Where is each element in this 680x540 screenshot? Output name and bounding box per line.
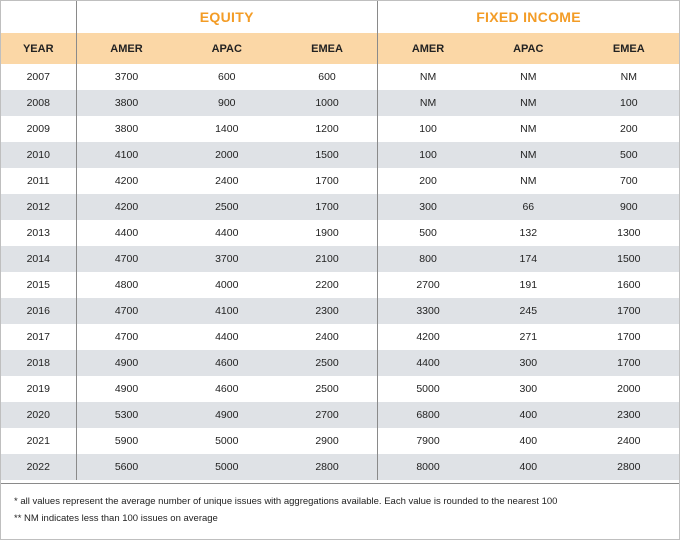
- fi-apac-header: APAC: [478, 33, 579, 64]
- equity-emea-cell: 2700: [277, 402, 378, 428]
- equity-apac-cell: 4600: [177, 350, 278, 376]
- year-cell: 2016: [1, 298, 76, 324]
- fi-apac-cell: 66: [478, 194, 579, 220]
- fixed-income-group-label: FIXED INCOME: [378, 1, 680, 33]
- equity-amer-cell: 3700: [76, 64, 177, 90]
- table-row: [1, 116, 679, 142]
- table-row: [1, 298, 679, 324]
- equity-emea-cell: 2500: [277, 350, 378, 376]
- fi-amer-cell: 500: [378, 220, 479, 246]
- year-header: YEAR: [1, 33, 76, 64]
- fi-emea-cell: 1500: [579, 246, 680, 272]
- year-cell: 2009: [26, 123, 50, 135]
- fi-amer-cell: 2700: [378, 272, 479, 298]
- equity-apac-cell: 3700: [177, 246, 278, 272]
- equity-emea-cell: 1000: [277, 90, 378, 116]
- fi-apac-cell: NM: [478, 90, 579, 116]
- table-row: [1, 142, 679, 168]
- equity-apac-cell: 2000: [177, 142, 278, 168]
- fi-apac-cell: 245: [478, 298, 579, 324]
- fi-emea-cell: 2400: [617, 435, 641, 447]
- year-cell: 2011: [26, 175, 50, 187]
- equity-apac-cell: 5000: [177, 454, 278, 480]
- fi-emea-cell: 1300: [617, 227, 641, 239]
- fi-amer-cell: 800: [378, 246, 479, 272]
- equity-emea-cell: 2500: [315, 383, 339, 395]
- fi-apac-cell: 174: [478, 246, 579, 272]
- year-cell: 2015: [26, 279, 50, 291]
- fi-apac-cell: NM: [520, 175, 537, 187]
- table-row: [1, 246, 679, 272]
- equity-amer-cell: 4900: [76, 350, 177, 376]
- equity-emea-cell: 1700: [277, 194, 378, 220]
- table-row: [1, 454, 679, 480]
- equity-apac-cell: 4100: [177, 298, 278, 324]
- equity-apac-cell: 4000: [215, 279, 239, 291]
- table-row: [1, 168, 679, 194]
- equity-apac-cell: 900: [177, 90, 278, 116]
- footnotes: [14, 493, 557, 527]
- fi-apac-cell: 400: [478, 402, 579, 428]
- fi-amer-cell: 7900: [378, 428, 479, 454]
- equity-apac-cell: 600: [217, 71, 236, 83]
- fi-emea-cell: 2000: [617, 383, 641, 395]
- equity-amer-cell: 3800: [76, 90, 177, 116]
- table-row: [1, 402, 679, 428]
- equity-amer-cell: 5300: [76, 402, 177, 428]
- equity-emea-cell: 2100: [277, 246, 378, 272]
- equity-amer-cell: 3800: [76, 116, 177, 142]
- fi-amer-cell: NM: [378, 64, 479, 90]
- fi-apac-cell: 132: [519, 227, 538, 239]
- fi-emea-cell: 1700: [579, 298, 680, 324]
- fi-emea-cell: NM: [620, 71, 637, 83]
- fi-apac-cell: 400: [478, 454, 579, 480]
- equity-emea-cell: 1700: [315, 175, 339, 187]
- table-row: [1, 428, 679, 454]
- equity-amer-cell: 4900: [76, 376, 177, 402]
- group-header-row: [1, 1, 679, 33]
- fi-apac-cell: 300: [519, 383, 538, 395]
- fi-emea-cell: 500: [579, 142, 680, 168]
- equity-amer-header: AMER: [76, 33, 177, 64]
- fi-apac-cell: NM: [478, 142, 579, 168]
- fi-apac-cell: NM: [520, 123, 537, 135]
- year-cell: 2019: [26, 383, 50, 395]
- equity-apac-cell: 5000: [215, 435, 239, 447]
- year-cell: 2021: [26, 435, 50, 447]
- fi-apac-cell: 271: [519, 331, 538, 343]
- table-row: [1, 376, 679, 402]
- fi-emea-header: EMEA: [579, 33, 680, 64]
- equity-amer-cell: 4200: [76, 168, 177, 194]
- fi-apac-cell: NM: [520, 71, 537, 83]
- fi-emea-cell: 1600: [617, 279, 641, 291]
- year-cell: 2020: [1, 402, 76, 428]
- equity-amer-cell: 4700: [76, 246, 177, 272]
- equity-amer-cell: 4700: [76, 324, 177, 350]
- year-cell: 2012: [1, 194, 76, 220]
- equity-emea-cell: 1500: [277, 142, 378, 168]
- fi-amer-header: AMER: [378, 33, 479, 64]
- fi-apac-cell: 400: [519, 435, 538, 447]
- fi-emea-cell: 2800: [579, 454, 680, 480]
- equity-group-label: EQUITY: [76, 1, 378, 33]
- fi-amer-cell: 8000: [378, 454, 479, 480]
- fi-amer-cell: 100: [378, 142, 479, 168]
- fi-amer-cell: 100: [378, 116, 479, 142]
- year-cell: 2010: [1, 142, 76, 168]
- table-row: [1, 324, 679, 350]
- table-row: [1, 220, 679, 246]
- fi-amer-cell: 200: [378, 168, 479, 194]
- table-row: [1, 350, 679, 376]
- equity-apac-cell: 1400: [215, 123, 239, 135]
- equity-amer-cell: 5600: [76, 454, 177, 480]
- corner-cell: [1, 1, 76, 33]
- equity-emea-cell: 2300: [277, 298, 378, 324]
- equity-amer-cell: 4100: [76, 142, 177, 168]
- fi-amer-cell: NM: [378, 90, 479, 116]
- equity-amer-cell: 4400: [76, 220, 177, 246]
- equity-emea-cell: 2900: [315, 435, 339, 447]
- fi-emea-cell: 1700: [579, 350, 680, 376]
- table-row: [1, 90, 679, 116]
- year-cell: 2013: [26, 227, 50, 239]
- equity-apac-cell: 4400: [215, 227, 239, 239]
- fi-apac-cell: 300: [478, 350, 579, 376]
- equity-apac-cell: 2500: [177, 194, 278, 220]
- footnote-nm: ** NM indicates less than 100 issues on average: [14, 513, 218, 524]
- equity-apac-cell: 4600: [215, 383, 239, 395]
- equity-emea-cell: 1200: [315, 123, 339, 135]
- column-header-row: [1, 33, 679, 64]
- table-row: [1, 194, 679, 220]
- table-row: [1, 272, 679, 298]
- equity-amer-cell: 4700: [76, 298, 177, 324]
- fi-apac-cell: 191: [519, 279, 538, 291]
- year-cell: 2022: [1, 454, 76, 480]
- fi-amer-cell: 4200: [378, 324, 479, 350]
- footnote-aggregation: * all values represent the average number of unique issues with aggregations available. Each value is rounded to the nearest 100: [14, 496, 558, 507]
- year-cell: 2008: [1, 90, 76, 116]
- equity-apac-cell: 2400: [215, 175, 239, 187]
- equity-emea-cell: 1900: [315, 227, 339, 239]
- fi-emea-cell: 1700: [617, 331, 641, 343]
- year-cell: 2017: [26, 331, 50, 343]
- equity-amer-cell: 4200: [76, 194, 177, 220]
- fi-amer-cell: 5000: [378, 376, 479, 402]
- fi-emea-cell: 900: [579, 194, 680, 220]
- year-cell: 2007: [26, 71, 50, 83]
- equity-apac-header: APAC: [177, 33, 278, 64]
- equity-emea-header: EMEA: [277, 33, 378, 64]
- equity-emea-cell: 600: [318, 71, 336, 83]
- fi-emea-cell: 700: [620, 175, 638, 187]
- fi-emea-cell: 200: [620, 123, 638, 135]
- equity-amer-cell: 5900: [76, 428, 177, 454]
- year-cell: 2018: [1, 350, 76, 376]
- fi-amer-cell: 4400: [378, 350, 479, 376]
- equity-emea-cell: 2400: [315, 331, 339, 343]
- equity-emea-cell: 2800: [277, 454, 378, 480]
- equity-amer-cell: 4800: [76, 272, 177, 298]
- issues-table: [1, 1, 679, 480]
- equity-emea-cell: 2200: [315, 279, 339, 291]
- fi-emea-cell: 100: [579, 90, 680, 116]
- equity-apac-cell: 4400: [215, 331, 239, 343]
- fi-emea-cell: 2300: [579, 402, 680, 428]
- fi-amer-cell: 6800: [378, 402, 479, 428]
- table-bottom-rule: [1, 483, 679, 484]
- fi-amer-cell: 300: [378, 194, 479, 220]
- fi-amer-cell: 3300: [378, 298, 479, 324]
- year-cell: 2014: [1, 246, 76, 272]
- equity-apac-cell: 4900: [177, 402, 278, 428]
- table-row: [1, 64, 679, 90]
